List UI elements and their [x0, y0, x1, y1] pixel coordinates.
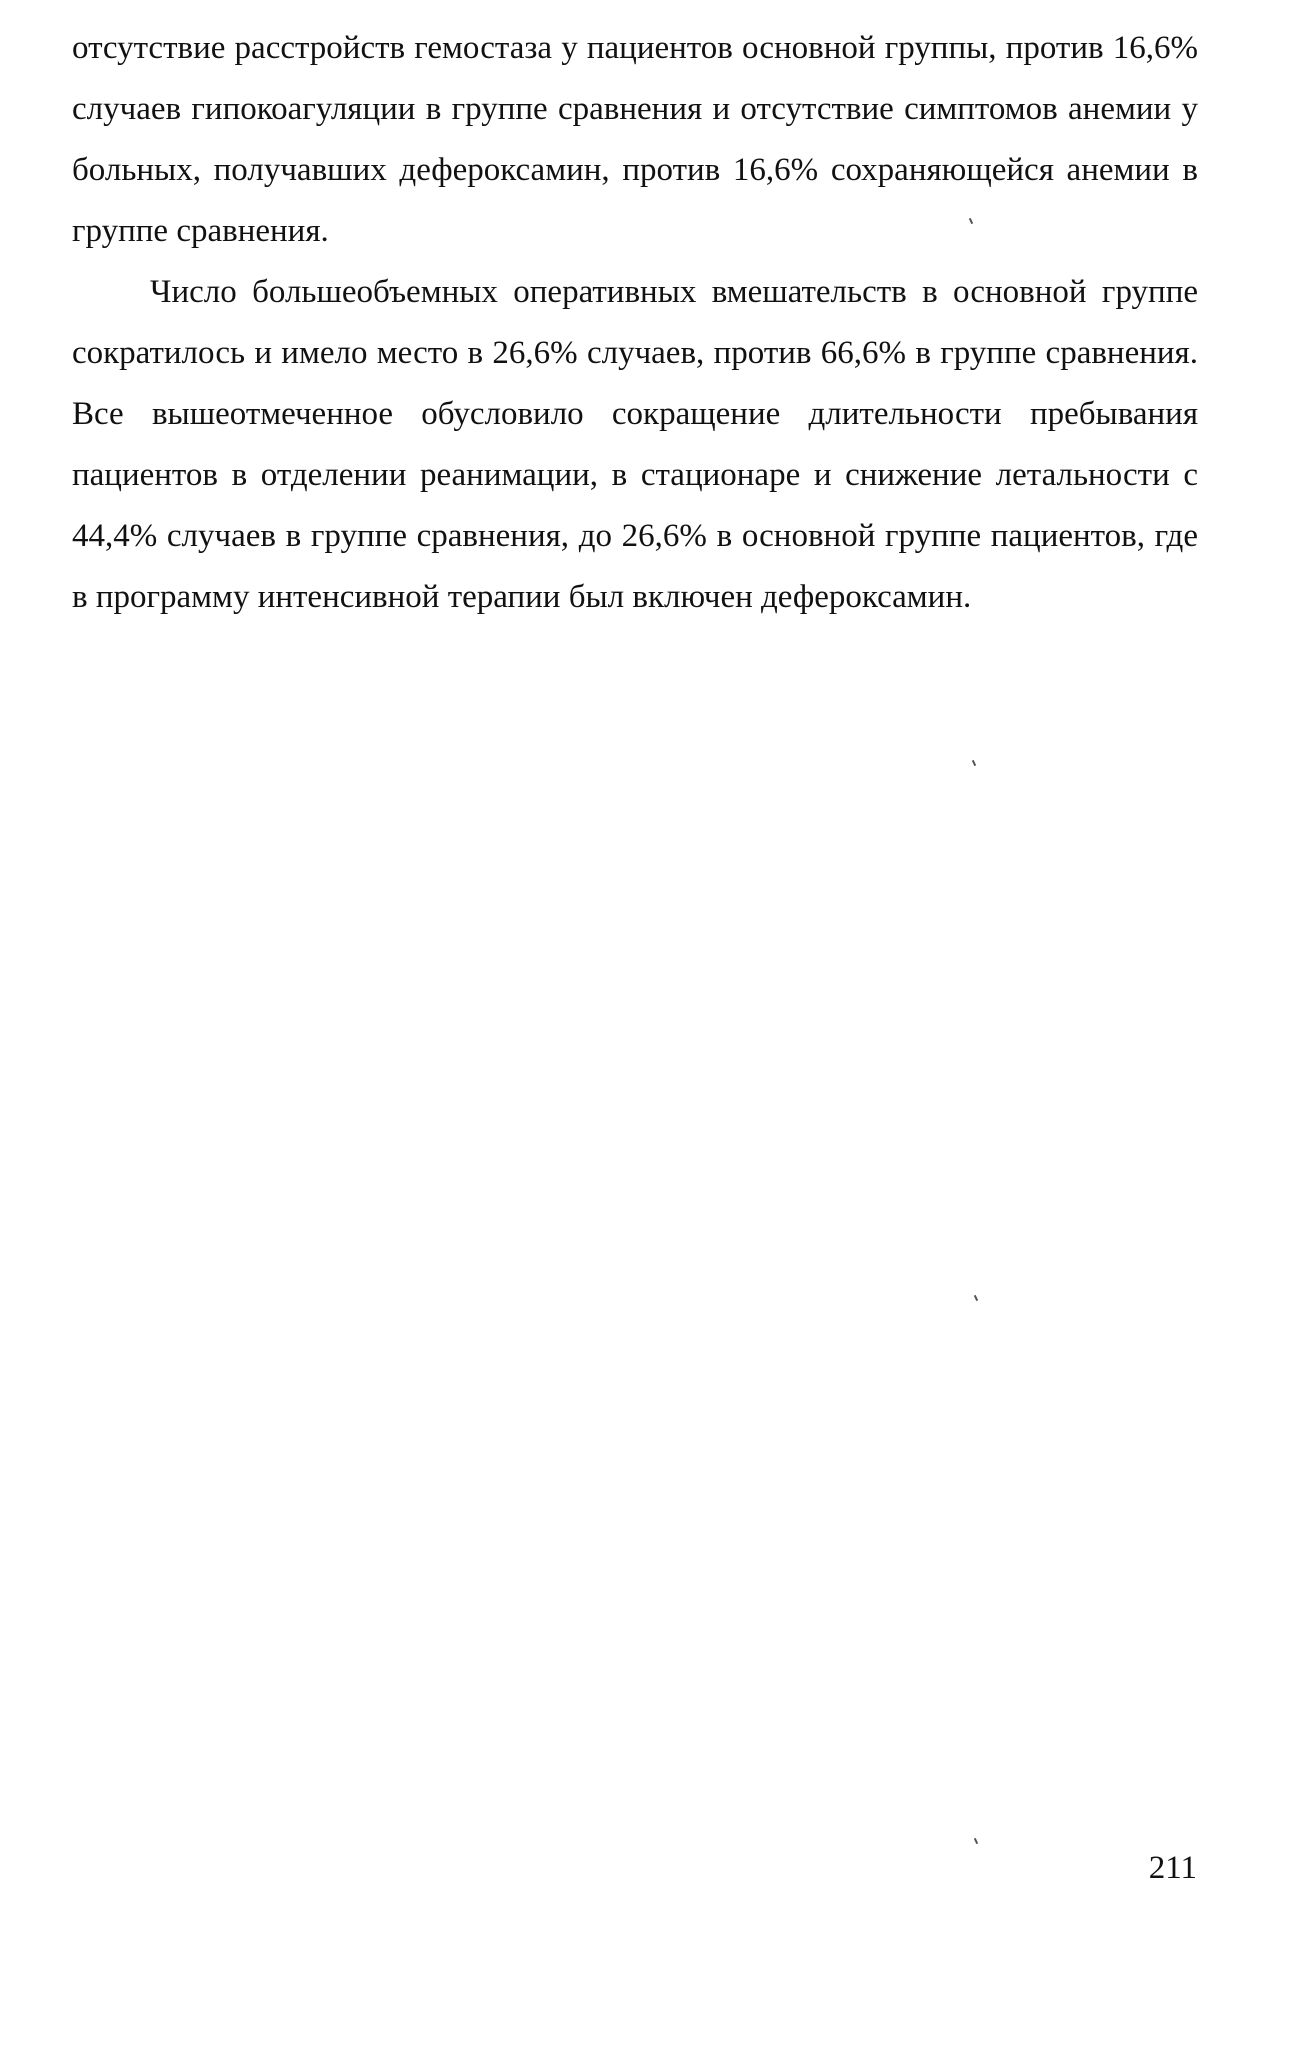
scan-speck [972, 760, 976, 766]
paragraph-continuation: отсутствие расстройств гемостаза у пациентов основной группы, против 16,6% случаев гипокоагуляции в группе сравнения и отсутствие симптомов анемии у больных, получавших дефероксамин, против 16,6% сохраняющейся анемии в группе сравнения. [72, 30, 1198, 249]
body-text [72, 18, 1198, 628]
scan-speck [974, 1295, 978, 1301]
paragraph-results: Число большеобъемных оперативных вмешательств в основной группе сократилось и имело место в 26,6% случаев, против 66,6% в группе сравнения. Все вышеотмеченное обусловило сокращение длительности пребывания пациентов в отделении реанимации, в стационаре и снижение летальности с 44,4% случаев в группе сравнения, до 26,6% в основной группе пациентов, где в программу интенсивной терапии был включен дефероксамин. [72, 274, 1198, 615]
scan-speck [974, 1838, 978, 1844]
page-number: 211 [1148, 1850, 1197, 1886]
